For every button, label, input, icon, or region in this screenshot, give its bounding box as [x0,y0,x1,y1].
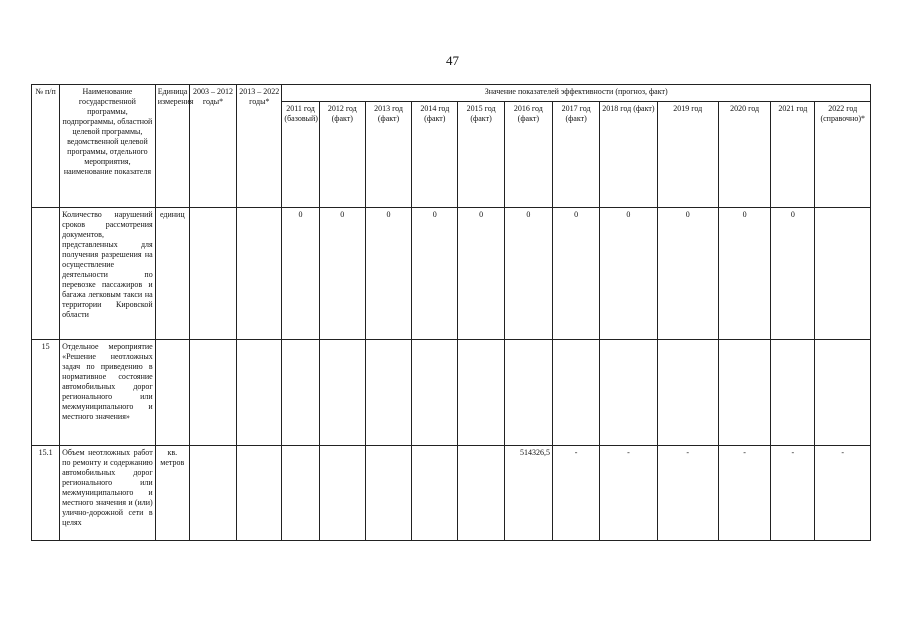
cell-value [552,340,599,446]
cell-value: 0 [319,208,365,340]
header-year: 2015 год (факт) [458,102,504,208]
cell-value [365,446,411,541]
header-year: 2014 год (факт) [412,102,458,208]
header-2003-2012: 2003 – 2012 годы* [189,85,236,208]
cell-2003-2012 [189,446,236,541]
cell-name: Объем неотложных работ по ремонту и содержанию автомобильных дорог регионального или межмуниципального и местного значения и (или) улично-дорожной сети в целях [60,446,156,541]
cell-no: 15 [32,340,60,446]
cell-value [412,446,458,541]
indicators-table [31,84,871,541]
cell-value [282,446,319,541]
cell-value [771,340,815,446]
cell-value: 514326,5 [504,446,552,541]
cell-value [657,340,718,446]
cell-value [319,446,365,541]
header-year: 2016 год (факт) [504,102,552,208]
cell-name: Отдельное мероприятие «Решение неотложных задач по приведению в нормативное состояние автомобильных дорог регионального или межмуниципального и местного значения» [60,340,156,446]
cell-value [365,340,411,446]
header-year: 2011 год (базовый) [282,102,319,208]
table-row [32,340,871,446]
cell-value [319,340,365,446]
cell-no [32,208,60,340]
cell-unit: единиц [155,208,189,340]
cell-value: 0 [552,208,599,340]
header-year: 2012 год (факт) [319,102,365,208]
header-year: 2022 год (справочно)* [815,102,871,208]
header-2013-2022: 2013 – 2022 годы* [237,85,282,208]
cell-value: 0 [412,208,458,340]
cell-value: - [718,446,770,541]
cell-value: - [771,446,815,541]
table-row [32,208,871,340]
cell-value [718,340,770,446]
cell-2003-2012 [189,340,236,446]
cell-value: 0 [718,208,770,340]
header-year: 2020 год [718,102,770,208]
header-year: 2013 год (факт) [365,102,411,208]
cell-unit: кв. метров [155,446,189,541]
header-group-title: Значение показателей эффективности (прогноз, факт) [282,85,871,102]
cell-no: 15.1 [32,446,60,541]
cell-unit [155,340,189,446]
cell-value: 0 [458,208,504,340]
cell-value: 0 [282,208,319,340]
cell-value [504,340,552,446]
header-year: 2021 год [771,102,815,208]
cell-2013-2022 [237,340,282,446]
cell-value: 0 [600,208,657,340]
header-year: 2018 год (факт) [600,102,657,208]
cell-2013-2022 [237,446,282,541]
cell-value [458,446,504,541]
cell-value [282,340,319,446]
cell-2013-2022 [237,208,282,340]
cell-value: - [657,446,718,541]
cell-value: - [600,446,657,541]
cell-value: - [815,446,871,541]
header-year: 2019 год [657,102,718,208]
cell-value: - [552,446,599,541]
cell-value: 0 [365,208,411,340]
header-year: 2017 год (факт) [552,102,599,208]
table-row [32,446,871,541]
cell-value [600,340,657,446]
header-no: № п/п [32,85,60,208]
cell-value: 0 [657,208,718,340]
cell-value [815,208,871,340]
cell-2003-2012 [189,208,236,340]
cell-value [458,340,504,446]
cell-value [815,340,871,446]
header-unit: Единица измерения [155,85,189,208]
cell-value: 0 [771,208,815,340]
cell-value: 0 [504,208,552,340]
header-name: Наименование государственной программы, подпрограммы, областной целевой программы, ведомственной целевой программы, отдельного мероприятия, наименование показателя [60,85,156,208]
cell-value [412,340,458,446]
page-number: 47 [446,53,459,68]
cell-name: Количество нарушений сроков рассмотрения документов, представленных для получения разрешения на осуществление деятельности по перевозке пассажиров и багажа легковым такси на территории Кировской области [60,208,156,340]
